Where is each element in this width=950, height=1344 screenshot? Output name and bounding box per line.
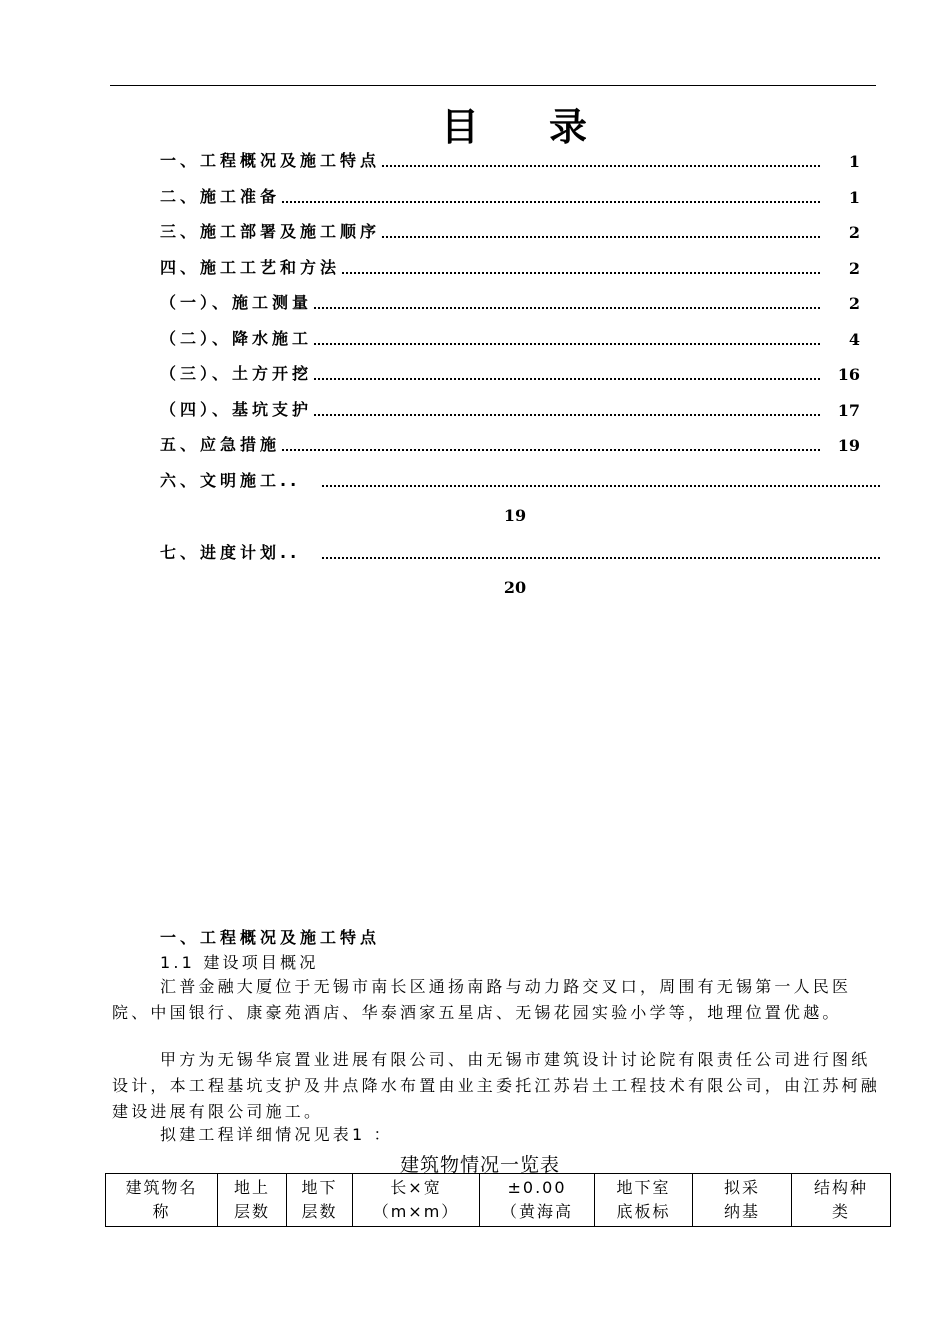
toc-leader-dots [314, 333, 820, 345]
toc-leader-dots [322, 547, 880, 559]
toc-item-page: 2 [848, 259, 860, 278]
toc-item-label: 六、文明施工.. [160, 471, 301, 490]
table-header-cell: 地下 层数 [287, 1174, 353, 1227]
toc-title [0, 96, 950, 151]
toc-item[interactable] [160, 254, 860, 278]
toc-item[interactable] [160, 325, 860, 349]
toc-item-label: （二）、降水施工 [160, 329, 313, 348]
toc-item-page: 2 [848, 223, 860, 242]
paragraph: 汇普金融大厦位于无锡市南长区通扬南路与动力路交叉口，周围有无锡第一人民医院、中国银行、康豪苑酒店、华泰酒家五星店、无锡花园实验小学等，地理位置优越。 [112, 977, 852, 1022]
toc-item[interactable] [160, 183, 860, 207]
toc-item-label: 四、施工工艺和方法 [160, 258, 341, 277]
toc-item-label: （三）、土方开挖 [160, 364, 313, 383]
header-rule [110, 85, 876, 86]
toc-leader-dots [314, 297, 820, 309]
toc-item-page: 20 [503, 578, 527, 597]
toc-item-page: 2 [848, 294, 860, 313]
toc-item-page: 17 [837, 401, 860, 420]
table-title: 建筑物情况一览表 [400, 1154, 561, 1176]
table-header-cell: 地上 层数 [218, 1174, 287, 1227]
toc-item[interactable] [160, 396, 860, 420]
table-header-cell: 地下室 底板标 [595, 1174, 693, 1227]
section-heading: 一、工程概况及施工特点 [160, 928, 381, 947]
toc-title-right: 录 [549, 105, 588, 149]
toc-item-label: 一、工程概况及施工特点 [160, 151, 381, 170]
toc-leader-dots [382, 155, 820, 167]
toc-leader-dots [342, 262, 820, 274]
toc-item-label: 二、施工准备 [160, 187, 281, 206]
paragraph: 甲方为无锡华宸置业进展有限公司、由无锡市建筑设计讨论院有限责任公司进行图纸设计，本工程基坑支护及井点降水布置由业主委托江苏岩土工程技术有限公司，由江苏柯融建设进展有限公司施工。 [112, 1050, 881, 1121]
toc-item[interactable] [160, 289, 860, 313]
toc-item[interactable] [160, 360, 860, 384]
toc-item-label: （一）、施工测量 [160, 293, 313, 312]
toc-item[interactable] [160, 539, 880, 563]
toc-item-label: 七、进度计划.. [160, 543, 301, 562]
table-header-cell: ±0.00 （黄海高 [480, 1174, 595, 1227]
toc-item-page: 4 [848, 330, 860, 349]
toc-leader-dots [382, 226, 820, 238]
toc-item-label: 三、施工部署及施工顺序 [160, 222, 381, 241]
toc-leader-dots [314, 368, 820, 380]
toc-item-page: 19 [837, 436, 860, 455]
table-header-cell: 建筑物名 称 [106, 1174, 218, 1227]
table-header-cell: 结构种 类 [792, 1174, 891, 1227]
paragraph: 拟建工程详细情况见表1 ： [160, 1125, 393, 1144]
toc-leader-dots [314, 404, 820, 416]
toc-item[interactable] [160, 431, 860, 455]
building-table [105, 1173, 891, 1227]
toc-item-page: 1 [848, 188, 860, 207]
toc-item-page: 1 [848, 152, 860, 171]
toc-item[interactable] [160, 147, 860, 171]
toc-leader-dots [282, 439, 820, 451]
toc-item[interactable] [160, 467, 880, 491]
toc-title-left: 目 [440, 105, 479, 149]
toc-leader-dots [322, 475, 880, 487]
table-header-cell: 拟采 纳基 [693, 1174, 792, 1227]
table-header-cell: 长×宽 （m×m） [353, 1174, 480, 1227]
toc-item-page: 16 [837, 365, 860, 384]
toc-item-label: （四）、基坑支护 [160, 400, 313, 419]
toc-item[interactable] [160, 218, 860, 242]
toc-item-label: 五、应急措施 [160, 435, 281, 454]
section-subheading: 1.1 建设项目概况 [160, 953, 319, 972]
table-header-row [106, 1174, 891, 1227]
toc-item-page: 19 [503, 506, 527, 525]
toc-leader-dots [282, 191, 820, 203]
